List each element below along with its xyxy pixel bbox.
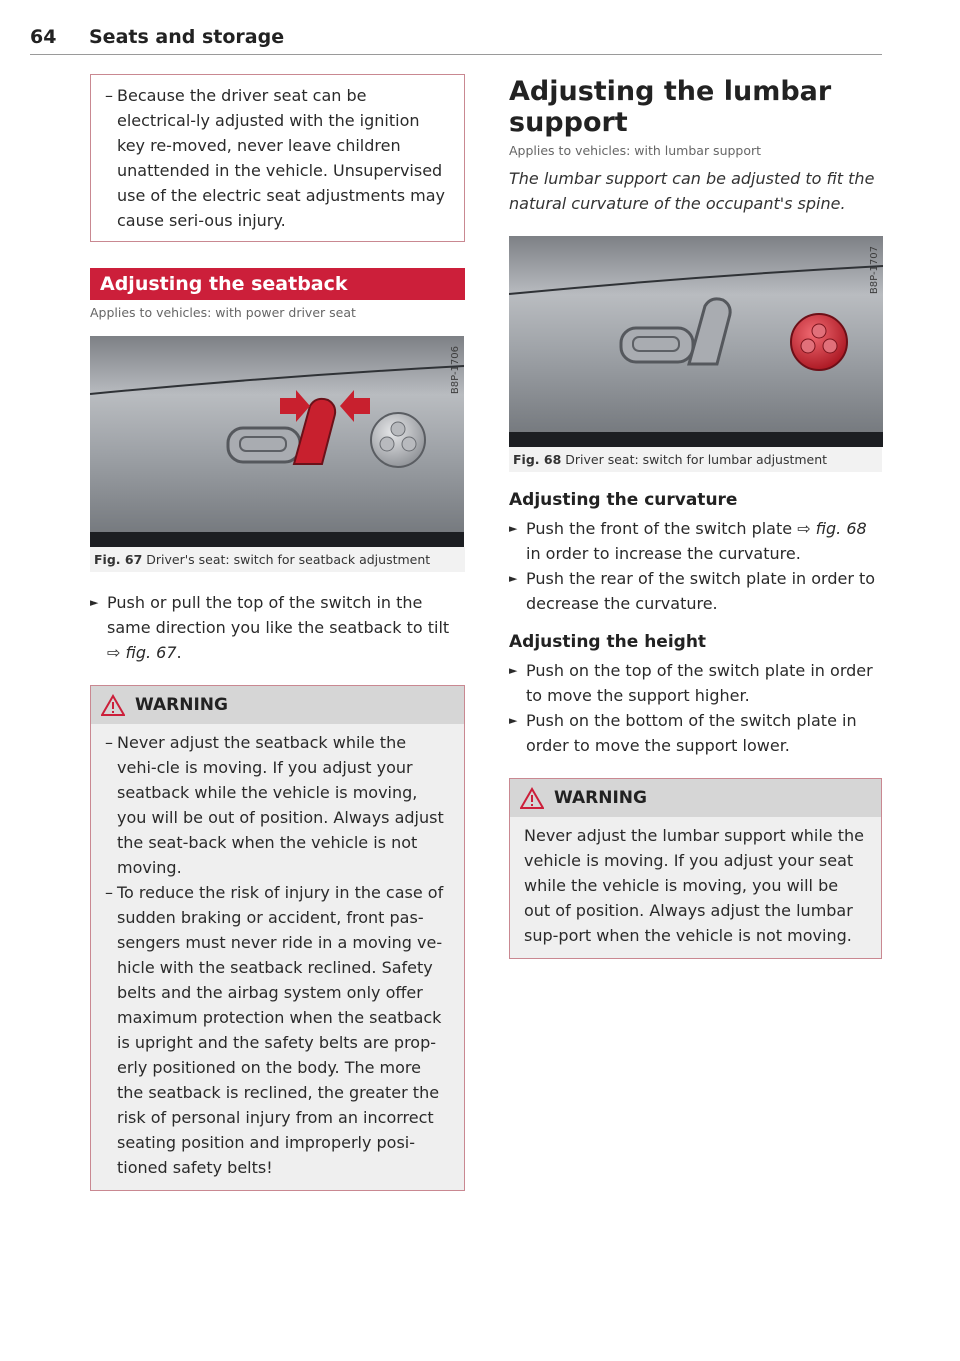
instruction-item bbox=[509, 516, 882, 566]
triangle-right-icon: ► bbox=[509, 572, 518, 585]
dash-icon: – bbox=[105, 883, 113, 902]
figure-code: B8P-1706 bbox=[450, 346, 461, 395]
warning-triangle-icon bbox=[520, 787, 544, 809]
instruction-text: Push on the bottom of the switch plate in order to move the support lower. bbox=[526, 711, 857, 755]
warning-item-text: Never adjust the seatback while the vehi-cle is moving. If you adjust your seatback while the vehicle is moving, you will be out of position. Always adjust the seat-back when the vehicle is not moving. bbox=[117, 733, 444, 877]
warning-title: WARNING bbox=[135, 695, 228, 715]
warning-header bbox=[91, 686, 464, 724]
warning-header bbox=[510, 779, 881, 817]
warning-box bbox=[509, 778, 882, 959]
subheading-height: Adjusting the height bbox=[509, 632, 707, 652]
warning-body bbox=[91, 724, 464, 1190]
instruction-end: . bbox=[176, 643, 182, 662]
page-title: Adjusting the lumbar support bbox=[509, 76, 832, 138]
figure-reference-link[interactable]: ⇨ fig. 67 bbox=[107, 643, 177, 662]
continued-warning-box bbox=[90, 74, 465, 242]
triangle-right-icon: ► bbox=[90, 596, 99, 609]
warning-item-text: Because the driver seat can be electrical-ly adjusted with the ignition key re-moved, never leave children unattended in the vehicle. Unsupervised use of the electric seat adjustments may cause seri-ous injury. bbox=[117, 86, 445, 230]
figure-code: B8P-1707 bbox=[869, 246, 880, 295]
figure-reference-link[interactable]: ⇨ fig. 68 bbox=[797, 519, 867, 538]
warning-item bbox=[105, 880, 448, 1180]
intro-text: The lumbar support can be adjusted to fit the natural curvature of the occupant's spine. bbox=[509, 169, 875, 213]
page-number: 64 bbox=[30, 26, 57, 48]
instruction-item bbox=[509, 708, 882, 758]
lumbar-switch-illustration bbox=[509, 236, 883, 447]
section-name: Seats and storage bbox=[89, 26, 285, 48]
warning-title: WARNING bbox=[554, 788, 647, 808]
warning-body bbox=[510, 817, 881, 958]
instruction-item bbox=[90, 590, 465, 665]
triangle-right-icon: ► bbox=[509, 522, 518, 535]
section-title: Adjusting the seatback bbox=[90, 268, 465, 300]
instruction-text: Push or pull the top of the switch in the same direction you like the seatback to tilt bbox=[107, 593, 450, 637]
applies-to: Applies to vehicles: with power driver seat bbox=[90, 305, 356, 320]
instruction-text: in order to increase the curvature. bbox=[526, 544, 801, 563]
figure-label: Fig. 68 bbox=[513, 452, 562, 467]
warning-item bbox=[105, 730, 448, 880]
right-column bbox=[509, 74, 882, 959]
figure-caption bbox=[90, 547, 465, 572]
warning-item-text: To reduce the risk of injury in the case of sudden braking or accident, front pas-sengers must never ride in a moving ve-hicle with the seatback reclined. Safety belts and the airbag system only offer maximum protection when the seatback is upright and the safety belts are prop-erly positioned on the body. The more the seatback is reclined, the greater the risk of personal injury from an incorrect seating position and improperly posi-tioned safety belts! bbox=[117, 883, 444, 1177]
figure-caption-text: Driver's seat: switch for seatback adjustment bbox=[146, 552, 431, 567]
figure-caption-text: Driver seat: switch for lumbar adjustment bbox=[565, 452, 828, 467]
seatback-switch-illustration bbox=[90, 336, 464, 547]
instruction-item bbox=[509, 566, 882, 616]
left-column bbox=[90, 74, 465, 1191]
page-header bbox=[30, 24, 882, 55]
instruction-text: Push the rear of the switch plate in order to decrease the curvature. bbox=[526, 569, 876, 613]
instruction-text: Push on the top of the switch plate in order to move the support higher. bbox=[526, 661, 873, 705]
subheading-curvature: Adjusting the curvature bbox=[509, 490, 738, 510]
dash-icon: – bbox=[105, 86, 113, 105]
triangle-right-icon: ► bbox=[509, 664, 518, 677]
applies-to: Applies to vehicles: with lumbar support bbox=[509, 143, 762, 158]
warning-box bbox=[90, 685, 465, 1191]
figure-caption bbox=[509, 447, 882, 472]
instruction-list bbox=[90, 590, 465, 665]
figure-lumbar-switch bbox=[509, 236, 883, 447]
figure-seatback-switch bbox=[90, 336, 464, 547]
warning-triangle-icon bbox=[101, 694, 125, 716]
figure-label: Fig. 67 bbox=[94, 552, 143, 567]
dash-icon: – bbox=[105, 733, 113, 752]
instruction-text: Push the front of the switch plate bbox=[526, 519, 798, 538]
warning-text: Never adjust the lumbar support while the vehicle is moving. If you adjust your seat while the vehicle is moving, you will be out of position. Always adjust the lumbar sup-port when the vehicle is not moving. bbox=[524, 826, 864, 945]
warning-item bbox=[105, 83, 448, 233]
triangle-right-icon: ► bbox=[509, 714, 518, 727]
instruction-item bbox=[509, 658, 882, 708]
